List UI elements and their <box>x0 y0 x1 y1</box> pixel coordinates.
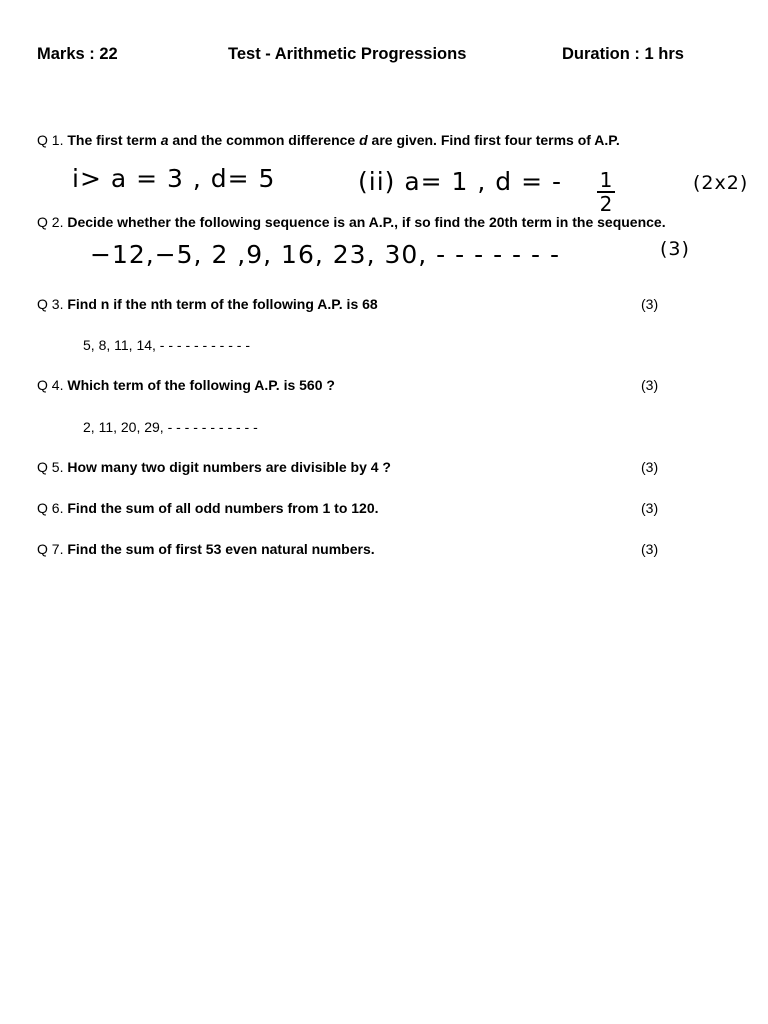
test-duration: Duration : 1 hrs <box>562 45 684 63</box>
question-1 <box>37 132 620 148</box>
question-text: The first term a and the common difference d are given. Find first four terms of A.P. <box>67 132 620 148</box>
marks-q6: (3) <box>641 500 659 516</box>
total-marks: Marks : 22 <box>37 45 118 63</box>
handwritten-fraction <box>591 170 621 214</box>
test-title: Test - Arithmetic Progressions <box>228 45 467 63</box>
variable-d: d <box>359 132 368 148</box>
question-text: Decide whether the following sequence is an A.P., if so find the 20th term in the sequence. <box>67 214 666 230</box>
question-4 <box>37 377 335 393</box>
handwritten-sequence: −12,−5, 2 ,9, 16, 23, 30, - - - - - - - <box>90 240 560 269</box>
handwritten-part-2: (ii) a= 1 , d = - <box>358 167 563 196</box>
variable-a: a <box>160 132 169 148</box>
question-text: Find the sum of all odd numbers from 1 to 120. <box>67 500 379 516</box>
marks-q3: (3) <box>641 296 659 312</box>
handwritten-marks-q1: (2x2) <box>693 172 749 194</box>
marks-q5: (3) <box>641 459 659 475</box>
question-text: Find n if the nth term of the following A.P. is 68 <box>67 296 378 312</box>
handwritten-part-1: i> a = 3 , d= 5 <box>72 164 276 193</box>
question-number: Q 6. <box>37 500 64 516</box>
marks-q7: (3) <box>641 541 659 557</box>
question-text: How many two digit numbers are divisible by 4 ? <box>67 459 391 475</box>
marks-q4: (3) <box>641 377 659 393</box>
question-number: Q 2. <box>37 214 64 230</box>
question-text: Which term of the following A.P. is 560 ? <box>67 377 335 393</box>
question-number: Q 3. <box>37 296 64 312</box>
question-2 <box>37 214 666 230</box>
fraction-numerator: 1 <box>599 168 613 192</box>
sequence-q4: 2, 11, 20, 29, - - - - - - - - - - - <box>83 419 258 435</box>
test-header <box>0 45 768 67</box>
fraction-denominator: 2 <box>599 192 613 216</box>
question-number: Q 7. <box>37 541 64 557</box>
question-number: Q 5. <box>37 459 64 475</box>
handwritten-marks-q2: (3) <box>660 238 690 260</box>
question-5 <box>37 459 391 475</box>
sequence-q3: 5, 8, 11, 14, - - - - - - - - - - - <box>83 337 250 353</box>
question-7 <box>37 541 375 557</box>
question-number: Q 4. <box>37 377 64 393</box>
question-6 <box>37 500 379 516</box>
question-number: Q 1. <box>37 132 64 148</box>
question-text: Find the sum of first 53 even natural numbers. <box>67 541 375 557</box>
question-3 <box>37 296 378 312</box>
